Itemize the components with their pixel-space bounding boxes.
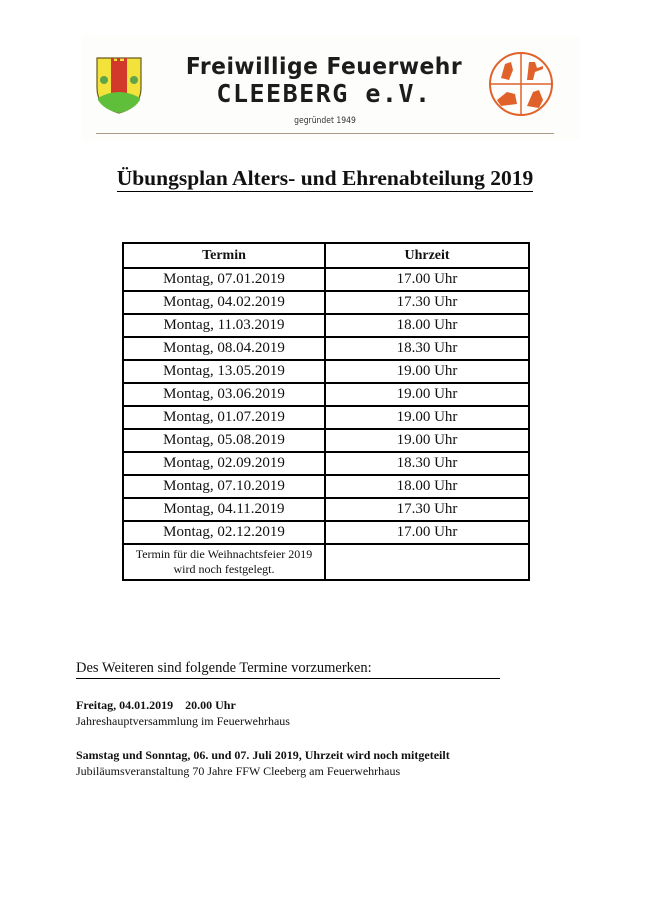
cell-date: Montag, 07.01.2019	[123, 268, 325, 291]
cell-date: Montag, 08.04.2019	[123, 337, 325, 360]
table-row	[123, 452, 529, 475]
club-name-line1: Freiwillige Feuerwehr	[185, 54, 463, 80]
further-dates-heading: Des Weiteren sind folgende Termine vorzumerken:	[76, 660, 500, 679]
table-row	[123, 498, 529, 521]
founded-text: gegründet 1949	[294, 116, 356, 126]
cell-date: Montag, 01.07.2019	[123, 406, 325, 429]
table-row	[123, 429, 529, 452]
event-heading	[76, 697, 290, 713]
table-row	[123, 360, 529, 383]
table-row	[123, 383, 529, 406]
cell-date: Montag, 02.09.2019	[123, 452, 325, 475]
cell-time: 17.30 Uhr	[325, 291, 529, 314]
cell-date: Montag, 04.11.2019	[123, 498, 325, 521]
note-line1: Termin für die Weihnachtsfeier 2019	[135, 547, 313, 561]
header-divider	[96, 133, 554, 134]
cell-time: 19.00 Uhr	[325, 383, 529, 406]
firefighter-emblem-icon	[487, 50, 555, 118]
column-header-uhrzeit: Uhrzeit	[325, 243, 529, 268]
table-row	[123, 521, 529, 544]
event-description: Jahreshauptversammlung im Feuerwehrhaus	[76, 714, 290, 728]
cell-time: 18.00 Uhr	[325, 475, 529, 498]
event-date: Freitag, 04.01.2019	[76, 698, 174, 712]
table-row-note	[123, 544, 529, 580]
cell-date: Montag, 11.03.2019	[123, 314, 325, 337]
christmas-party-time	[325, 544, 529, 580]
event-heading	[76, 747, 450, 763]
cell-time: 17.00 Uhr	[325, 268, 529, 291]
cell-time: 19.00 Uhr	[325, 406, 529, 429]
table-row	[123, 475, 529, 498]
cell-date: Montag, 07.10.2019	[123, 475, 325, 498]
schedule-table	[122, 242, 530, 581]
coat-of-arms-icon	[94, 52, 144, 114]
cell-time: 17.30 Uhr	[325, 498, 529, 521]
event-anniversary	[76, 747, 450, 779]
table-row	[123, 406, 529, 429]
cell-date: Montag, 03.06.2019	[123, 383, 325, 406]
cell-date: Montag, 13.05.2019	[123, 360, 325, 383]
club-name	[164, 54, 484, 108]
note-line2: wird noch festgelegt.	[173, 562, 275, 576]
cell-time: 19.00 Uhr	[325, 429, 529, 452]
cell-date: Montag, 04.02.2019	[123, 291, 325, 314]
table-row	[123, 268, 529, 291]
header-banner	[82, 36, 580, 140]
table-row	[123, 291, 529, 314]
document-title: Übungsplan Alters- und Ehrenabteilung 2019	[116, 166, 534, 190]
cell-time: 17.00 Uhr	[325, 521, 529, 544]
cell-time: 18.30 Uhr	[325, 337, 529, 360]
club-name-line2: CLEEBERG e.V.	[216, 79, 432, 108]
cell-date: Montag, 02.12.2019	[123, 521, 325, 544]
cell-time: 18.00 Uhr	[325, 314, 529, 337]
table-header-row	[123, 243, 529, 268]
cell-date: Montag, 05.08.2019	[123, 429, 325, 452]
event-date: Samstag und Sonntag, 06. und 07. Juli 2019, Uhrzeit wird noch mitgeteilt	[76, 748, 450, 762]
table-row	[123, 337, 529, 360]
christmas-party-note	[123, 544, 325, 580]
event-annual-meeting	[76, 697, 290, 729]
event-time: 20.00 Uhr	[185, 698, 236, 712]
cell-time: 18.30 Uhr	[325, 452, 529, 475]
column-header-termin: Termin	[123, 243, 325, 268]
event-description: Jubiläumsveranstaltung 70 Jahre FFW Cleeberg am Feuerwehrhaus	[76, 764, 401, 778]
cell-time: 19.00 Uhr	[325, 360, 529, 383]
table-row	[123, 314, 529, 337]
